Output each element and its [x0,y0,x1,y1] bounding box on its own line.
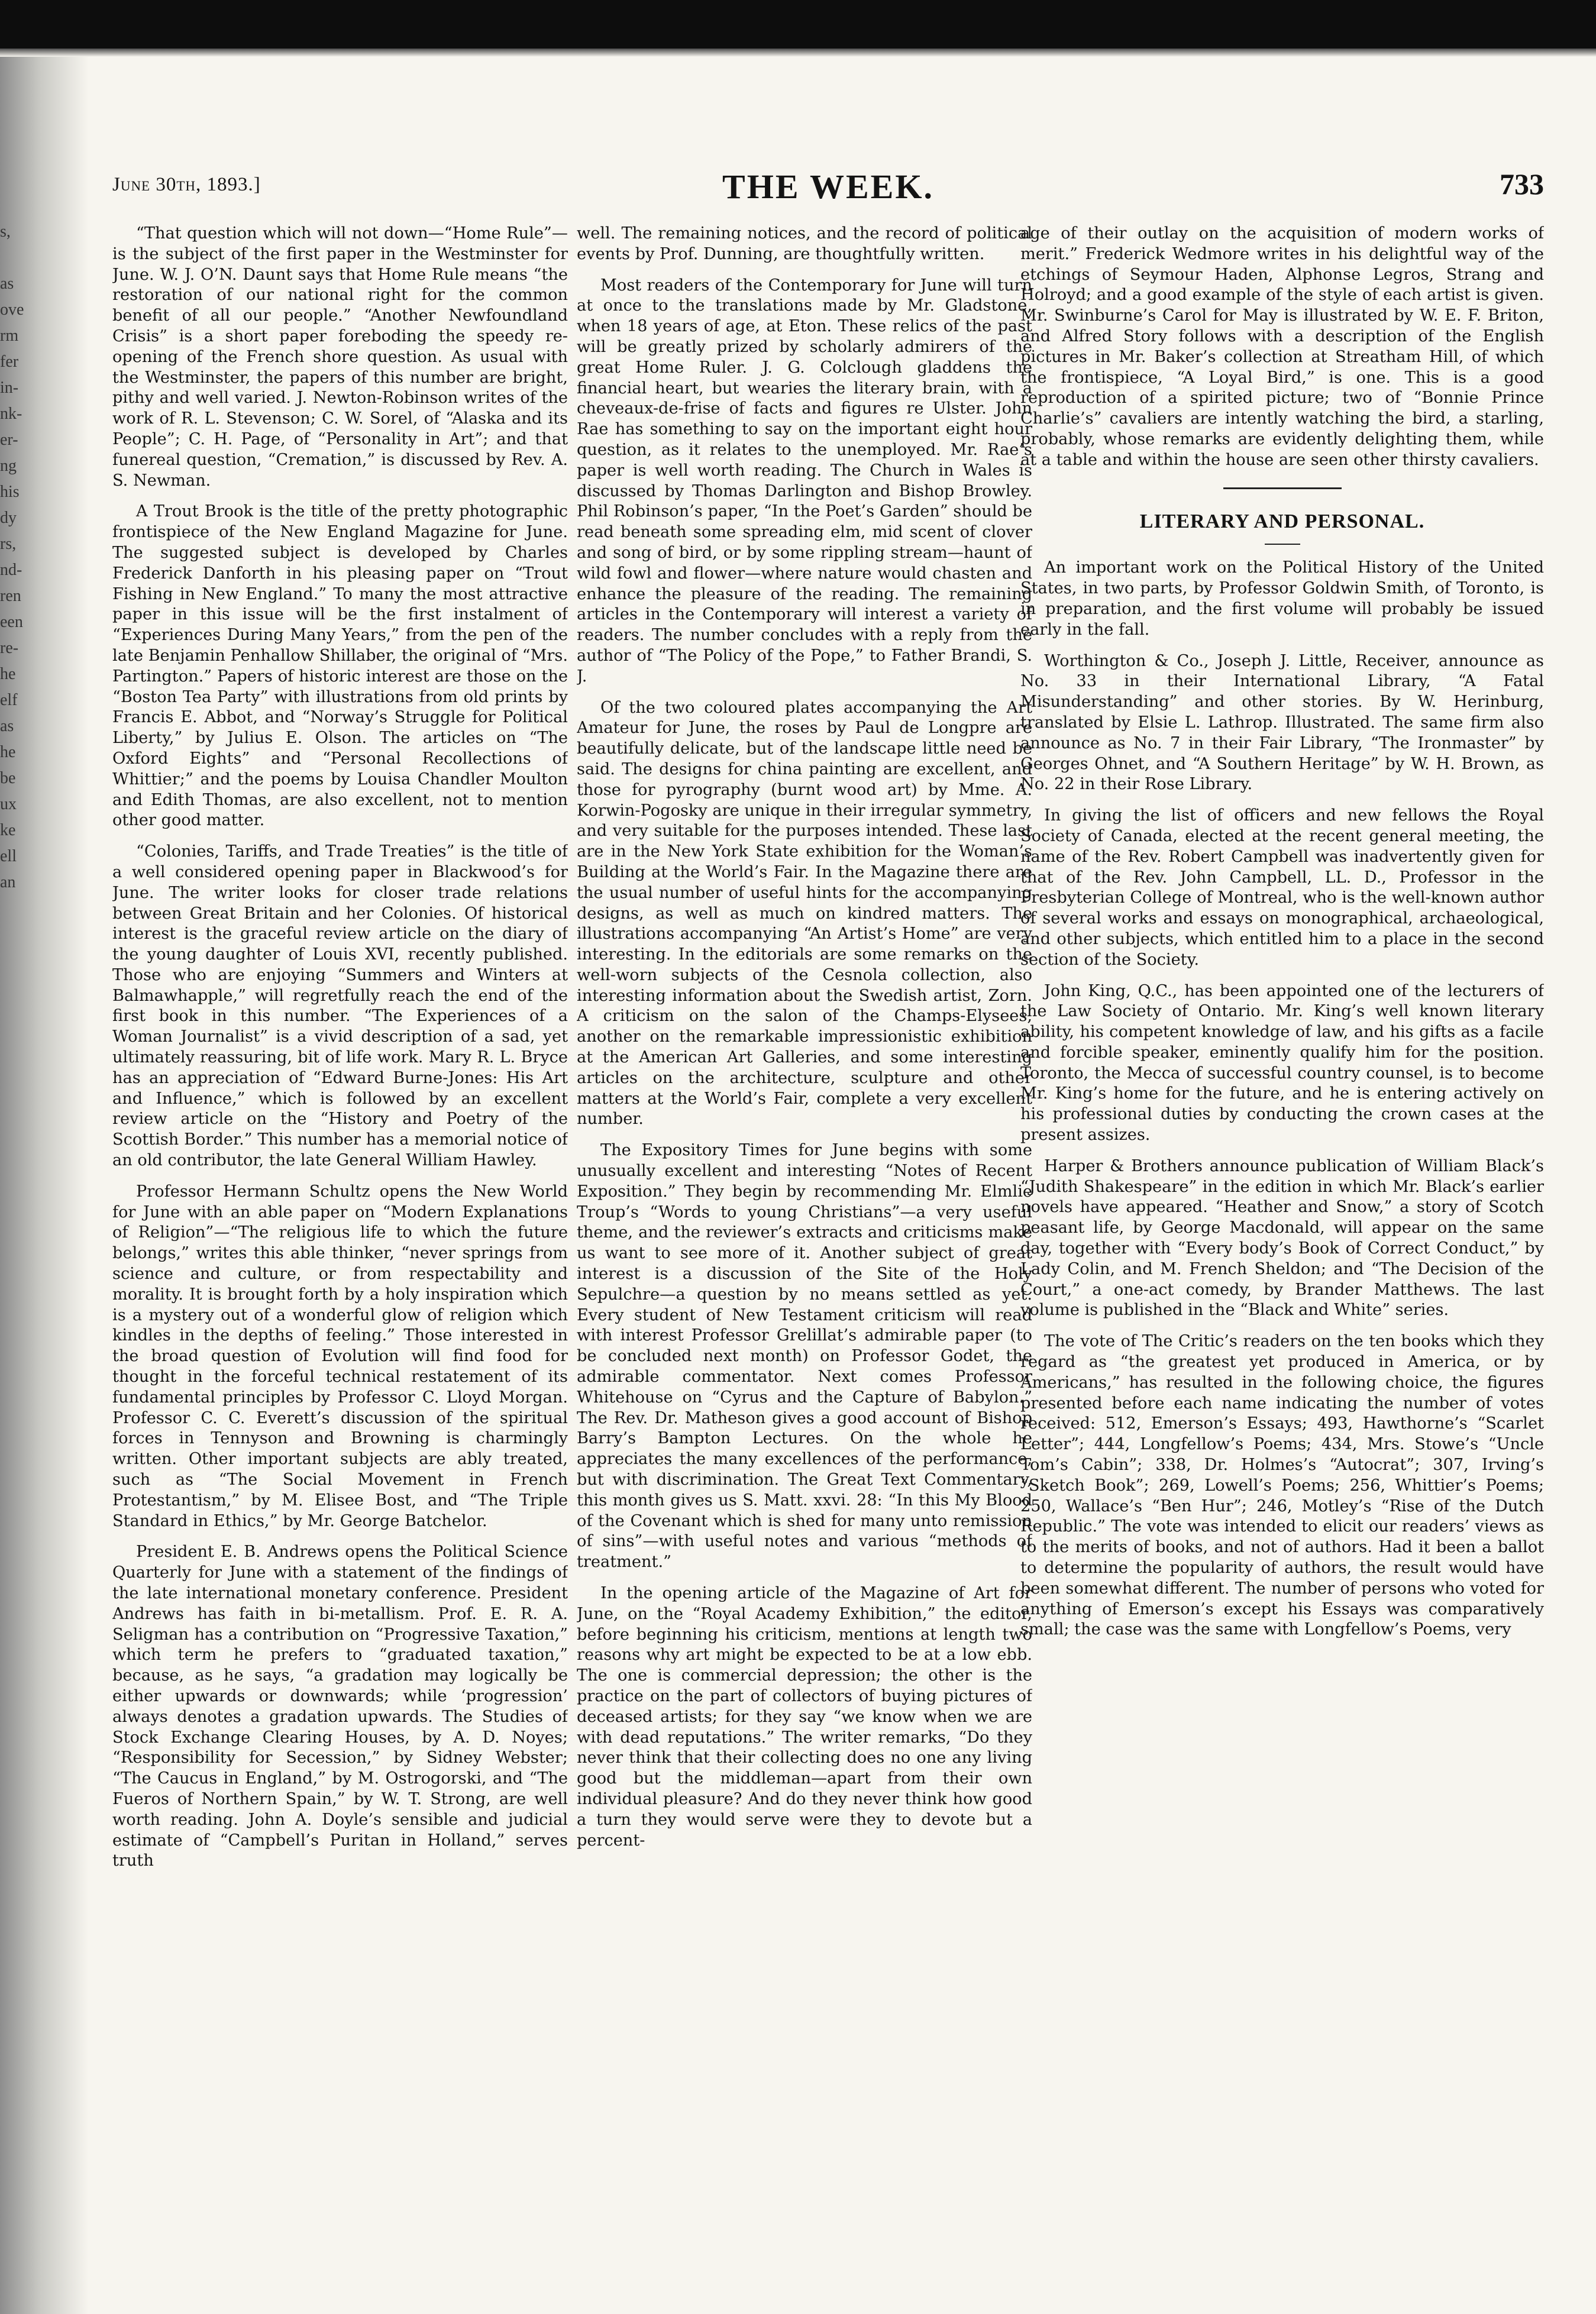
article-paragraph: In the opening article of the Magazine of Art for June, on the “Royal Academy Exhibition,” the editor, before beginning his criticism, mentions at length two reasons why art might be expected to be at a low ebb. The one is commercial depression; the other is the practice on the part of collectors of buying pictures of deceased artists; for they say “we know when we are with dead reputations.” The writer remarks, “Do they never think that their collecting does no one any living good but the middleman—apart from their own individual pleasure? And do they never think how good a turn they would serve were they to devote but a percent- [577,1584,1032,1850]
article-paragraph: Worthington & Co., Joseph J. Little, Receiver, announce as No. 33 in their International Library, “A Fatal Misunderstanding” and other stories. By W. Herinburg, translated by Elsie L. Lathrop. Illustrated. The same firm also announce as No. 7 in their Fair Library, “The Ironmaster” by Georges Ohnet, and “A Southern Heritage” by W. H. Brown, as No. 22 in their Rose Library. [1020,651,1544,794]
section-heading-rule [1265,544,1300,545]
section-heading: LITERARY AND PERSONAL. [1139,510,1425,532]
bleed-fragment: as [0,274,14,293]
bleed-through-text [0,219,35,896]
bleed-fragment: fer [0,353,19,371]
bleed-fragment: ren [0,587,21,605]
bleed-fragment: dy [0,509,17,527]
column-3 [1020,224,1544,2282]
column-1 [112,224,568,2282]
article-paragraph: Harper & Brothers announce publication of William Black’s “Judith Shakespeare” in the edition in which Mr. Black’s earlier novels have appeared. “Heather and Snow,” a story of Scotch peasant life, by George Macdonald, will appear on the same day, together with “Every body’s Book of Correct Conduct,” by Lady Colin, and M. French Sheldon; and “The Decision of the Court,” a one-act comedy, by Brander Matthews. The last volume is published in the “Black and White” series. [1020,1156,1544,1320]
bleed-fragment: ng [0,457,17,475]
article-paragraph: The Expository Times for June begins with some unusually excellent and interesting “Notes of Recent Exposition.” They begin by recommending Mr. Elmlie Troup’s “Words to young Christians”—a very useful theme, and the reviewer’s extracts and criticisms make us want to see more of it. Another subject of great interest is a discussion of the Site of the Holy Sepulchre—a question by no means settled as yet. Every student of New Testament criticism will read with interest Professor Grelillat’s admirable paper (to be concluded next month) on Professor Godet, the admirable commentator. Next comes Professor Whitehouse on “Cyrus and the Capture of Babylon.” The Rev. Dr. Matheson gives a good account of Bishop Barry’s Bampton Lectures. On the whole he appreciates the many excellences of the performance, but with discrimination. The Great Text Commentary, this month gives us S. Matt. xxvi. 28: “In this My Blood of the Covenant which is shed for many unto remission of sins”—with useful notes and various “methods of treatment.” [577,1141,1032,1572]
article-paragraph: Of the two coloured plates accompanying the Art Amateur for June, the roses by Paul de Longpre are beautifully delicate, but of the landscape little need be said. The designs for china painting are excellent, and those for pyrography (burnt wood art) by Mme. A. Korwin-Pogosky are unique in their irregular symmetry, and very suitable for the purposes intended. These last are in the New York State exhibition for the Woman’s Building at the World’s Fair. In the Magazine there are the usual number of useful hints for the accompanying designs, as well as much on kindred matters. The illustrations accompanying “An Artist’s Home” are very interesting. In the editorials are some remarks on the well-worn subjects of the Cesnola collection, also interesting information about the Swedish artist, Zorn. A criticism on the salon of the Champs-Elysees, another on the remarkable impressionistic exhibition at the American Art Galleries, and some interesting articles on the architecture, sculpture and other matters at the World’s Fair, complete a very excellent number. [577,698,1032,1129]
scan-top-border [0,0,1596,49]
article-paragraph: John King, Q.C., has been appointed one of the lecturers of the Law Society of Ontario. Mr. King’s well known literary ability, his competent knowledge of law, and his gifts as a facile and forcible speaker, eminently qualify him for the position. Toronto, the Mecca of successful country counsel, is to become Mr. King’s home for the future, and he is entering actively on his professional duties by conducting the crown cases at the present assizes. [1020,981,1544,1145]
bleed-fragment [0,245,35,271]
bleed-fragment: nk- [0,405,22,423]
page-number: 733 [1500,167,1544,201]
bleed-fragment: een [0,613,23,631]
article-paragraph: “Colonies, Tariffs, and Trade Treaties” is the title of a well considered opening paper in Blackwood’s for June. The writer looks for closer trade relations between Great Britain and her Colonies. Of historical interest is the graceful review article on the diary of the young daughter of Louis XVI, recently published. Those who are enjoying “Summers and Winters at Balmawhapple,” will regretfully reach the end of the first book in this number. “The Experiences of a Woman Journalist” is a vivid description of a sad, yet ultimately reassuring, bit of life work. Mary R. L. Bryce has an appreciation of “Edward Burne-Jones: His Art and Influence,” which is followed by an excellent review article on the “History and Poetry of the Scottish Border.” This number has a memorial notice of an old contributor, the late General William Hawley. [112,842,568,1170]
scan-top-edge [0,49,1596,57]
column-2 [577,224,1032,2282]
bleed-fragment: as [0,717,14,735]
article-paragraph: President E. B. Andrews opens the Political Science Quarterly for June with a statement of the findings of the late international monetary conference. President Andrews has faith in bi-metallism. Prof. E. R. A. Seligman has a contribution on “Progressive Taxation,” which term he prefers to “graduated taxation,” because, as he says, “a gradation may logically be either upwards or downwards; while ‘progression’ always denotes a gradation upwards. The Studies of Stock Exchange Clearing Houses, by A. D. Noyes; “Responsibility for Secession,” by Sidney Webster; “The Caucus in England,” by M. Ostrogorski, and “The Fueros of Northern Spain,” by W. T. Strong, are well worth reading. John A. Doyle’s sensible and judicial estimate of “Campbell’s Puritan in Holland,” serves truth [112,1543,568,1870]
bleed-fragment: he [0,743,16,761]
article-paragraph: A Trout Brook is the title of the pretty photographic frontispiece of the New England Magazine for June. The suggested subject is developed by Charles Frederick Danforth in his pleasing paper on “Trout Fishing in New England.” To many the most attractive paper in this issue will be the first instalment of “Experiences During Many Years,” from the pen of the late Benjamin Penhallow Shillaber, the original of “Mrs. Partington.” Papers of historic interest are those on the “Boston Tea Party” with illustrations from old prints by Francis E. Abbot, and “Norway’s Struggle for Political Liberty,” by Julius E. Olson. The articles on “The Oxford Eights” and “Personal Recollections of Whittier;” and the poems by Louisa Chandler Moulton and Edith Thomas, are also excellent, not to mention other good matter. [112,502,568,830]
article-paragraph: An important work on the Political History of the United States, in two parts, by Professor Goldwin Smith, of Toronto, is in preparation, and the first volume will probably be issued early in the fall. [1020,558,1544,639]
publication-title: THE WEEK. [722,167,934,206]
bleed-fragment: nd- [0,561,22,579]
bleed-fragment: be [0,769,16,787]
bleed-fragment: er- [0,431,18,449]
article-paragraph: age of their outlay on the acquisition of modern works of merit.” Frederick Wedmore writes in his delightful way of the etchings of Seymour Haden, Alphonse Legros, Strang and Holroyd; and a good example of the style of each artist is given. Mr. Swinburne’s Carol for May is illustrated by W. E. F. Briton, and Alfred Story follows with a description of the English pictures in Mr. Baker’s collection at Streatham Hill, of which the frontispiece, “A Loyal Bird,” is one. This is a good reproduction of a spirited picture; two of “Bonnie Prince Charlie’s” cavaliers are intently watching the bird, a starling, probably, whose remarks are evidently delighting them, while at a table and within the house are seen other thirsty cavaliers. [1020,224,1544,469]
article-paragraph: Professor Hermann Schultz opens the New World for June with an able paper on “Modern Explanations of Religion”—“The religious life to which the future belongs,” writes this able thinker, “never springs from science and culture, or from respectability and morality. It is brought forth by a holy inspiration which is a mystery out of a wonderful glow of religion which kindles in the depths of feeling.” Those interested in the broad question of Evolution will find food for thought in the forceful technical restatement of its fundamental principles by Professor C. Lloyd Morgan. Professor C. C. Everett’s discussion of the spiritual forces in Tennyson and Browning is charmingly written. Other important subjects are ably treated, such as “The Social Movement in French Protestantism,” by M. Elisee Bost, and “The Triple Standard in Ethics,” by Mr. George Batchelor. [112,1182,568,1530]
bleed-fragment: ux [0,795,17,813]
bleed-fragment: rm [0,327,19,345]
bleed-fragment: ell [0,847,17,865]
bleed-fragment: ke [0,821,16,839]
bleed-fragment: an [0,873,16,891]
issue-date: June 30th, 1893.] [112,174,261,195]
bleed-fragment: elf [0,691,18,709]
bleed-fragment: re- [0,639,19,657]
section-divider [1223,487,1342,489]
article-paragraph: “That question which will not down—“Home Rule”—is the subject of the first paper in the Westminster for June. W. J. O’N. Daunt says that Home Rule means “the restoration of our national right for the common benefit of all our people.” “Another Newfoundland Crisis” is a short paper foreboding the speedy re-opening of the French shore question. As usual with the Westminster, the papers of this number are bright, pithy and well varied. J. Newton-Robinson writes of the work of R. L. Stevenson; C. W. Sorel, of “Alaska and its People”; C. H. Page, of “Personality in Art”; and that funereal question, “Cremation,” is discussed by Rev. A. S. Newman. [112,224,568,490]
bleed-fragment: in- [0,379,19,397]
bleed-fragment: his [0,483,20,501]
bleed-fragment: ove [0,300,24,319]
article-paragraph: In giving the list of officers and new fellows the Royal Society of Canada, elected at the recent general meeting, the name of the Rev. Robert Campbell was inadvertently given for that of the Rev. John Campbell, LL. D., Professor in the Presbyterian College of Montreal, who is the well-known author of several works and essays on monographical, archaeological, and other subjects, which entitled him to a place in the second section of the Society. [1020,806,1544,969]
article-paragraph: Most readers of the Contemporary for June will turn at once to the translations made by Mr. Gladstone, when 18 years of age, at Eton. These relics of the past will be greatly prized by scholarly admirers of the great Home Ruler. J. G. Colclough gladdens the financial heart, but wearies the literary brain, with a cheveaux-de-frise of facts and figures re Ulster. John Rae has something to say on the important eight hour question, as it relates to the unemployed. Mr. Rae’s paper is well worth reading. The Church in Wales is discussed by Thomas Darlington and Bishop Browley. Phil Robinson’s paper, “In the Poet’s Garden” should be read beneath some spreading elm, mid scent of clover and song of bird, or by some rippling stream—haunt of wild fowl and flower—where nature would chasten and enhance the pleasure of the reading. The remaining articles in the Contemporary will interest a variety of readers. The number concludes with a reply from the author of “The Policy of the Pope,” to Father Brandi, S. J. [577,276,1032,686]
running-header [112,167,1544,214]
bleed-fragment: he [0,665,16,683]
article-paragraph: The vote of The Critic’s readers on the ten books which they regard as “the greatest yet produced in America, or by Americans,” has resulted in the following choice, the figures presented before each name indicating the number of votes received: 512, Emerson’s Essays; 493, Hawthorne’s “Scarlet Letter”; 444, Longfellow’s Poems; 434, Mrs. Stowe’s “Uncle Tom’s Cabin”; 338, Dr. Holmes’s “Autocrat”; 307, Irving’s “Sketch Book”; 269, Lowell’s Poems; 256, Whittier’s Poems; 250, Wallace’s “Ben Hur”; 246, Motley’s “Rise of the Dutch Republic.” The vote was intended to elicit our readers’ views as to the merits of books, and not of authors. Had it been a ballot to determine the popularity of authors, the result would have been somewhat different. The number of persons who voted for anything of Emerson’s except his Essays was comparatively small; the case was the same with Longfellow’s Poems, very [1020,1332,1544,1639]
bleed-fragment: s, [0,222,11,241]
article-paragraph: well. The remaining notices, and the record of political events by Prof. Dunning, are thoughtfully written. [577,224,1032,263]
bleed-fragment: rs, [0,535,17,553]
